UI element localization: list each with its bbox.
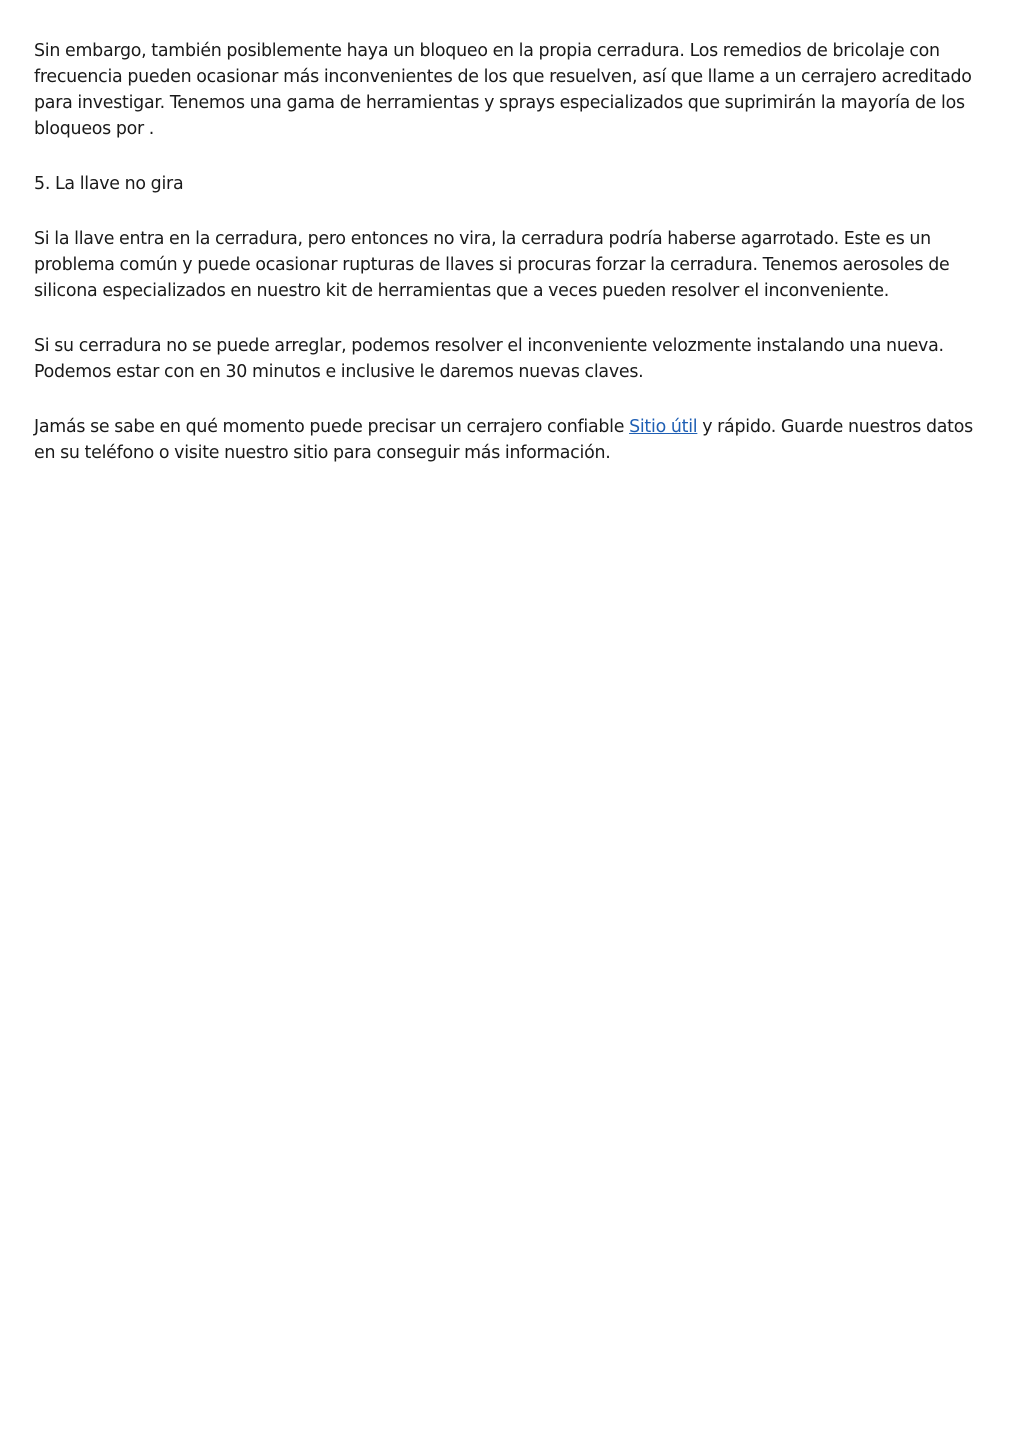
paragraph-contact-text-end: y rápido. Guarde nuestros datos en su teléfono o visite nuestro sitio para conseguir más información.	[34, 417, 973, 463]
document-body	[34, 38, 994, 495]
paragraph-contact-text-start: Jamás se sabe en qué momento puede precisar un cerrajero confiable	[34, 417, 630, 437]
paragraph-lock-blockage: Sin embargo, también posiblemente haya un bloqueo en la propia cerradura. Los remedios de bricolaje con frecuencia pueden ocasionar más inconvenientes de los que resuelven, así que llame a un cerrajero acreditado para investigar. Tenemos una gama de herramientas y sprays especializados que suprimirán la mayoría de los bloqueos por .	[34, 41, 972, 139]
paragraph-contact-info	[34, 414, 994, 466]
paragraph-seized-lock: Si la llave entra en la cerradura, pero entonces no vira, la cerradura podría haberse agarrotado. Este es un problema común y puede ocasionar rupturas de llaves si procuras forzar la cerradura. Tenemos aerosoles de silicona especializados en nuestro kit de herramientas que a veces pueden resolver el inconveniente.	[34, 229, 950, 301]
paragraph-lock-replacement: Si su cerradura no se puede arreglar, podemos resolver el inconveniente velozmente instalando una nueva. Podemos estar con en 30 minutos e inclusive le daremos nuevas claves.	[34, 336, 944, 382]
section-heading-key-does-not-turn: 5. La llave no gira	[34, 174, 184, 194]
useful-site-link[interactable]: Sitio útil	[629, 417, 698, 437]
